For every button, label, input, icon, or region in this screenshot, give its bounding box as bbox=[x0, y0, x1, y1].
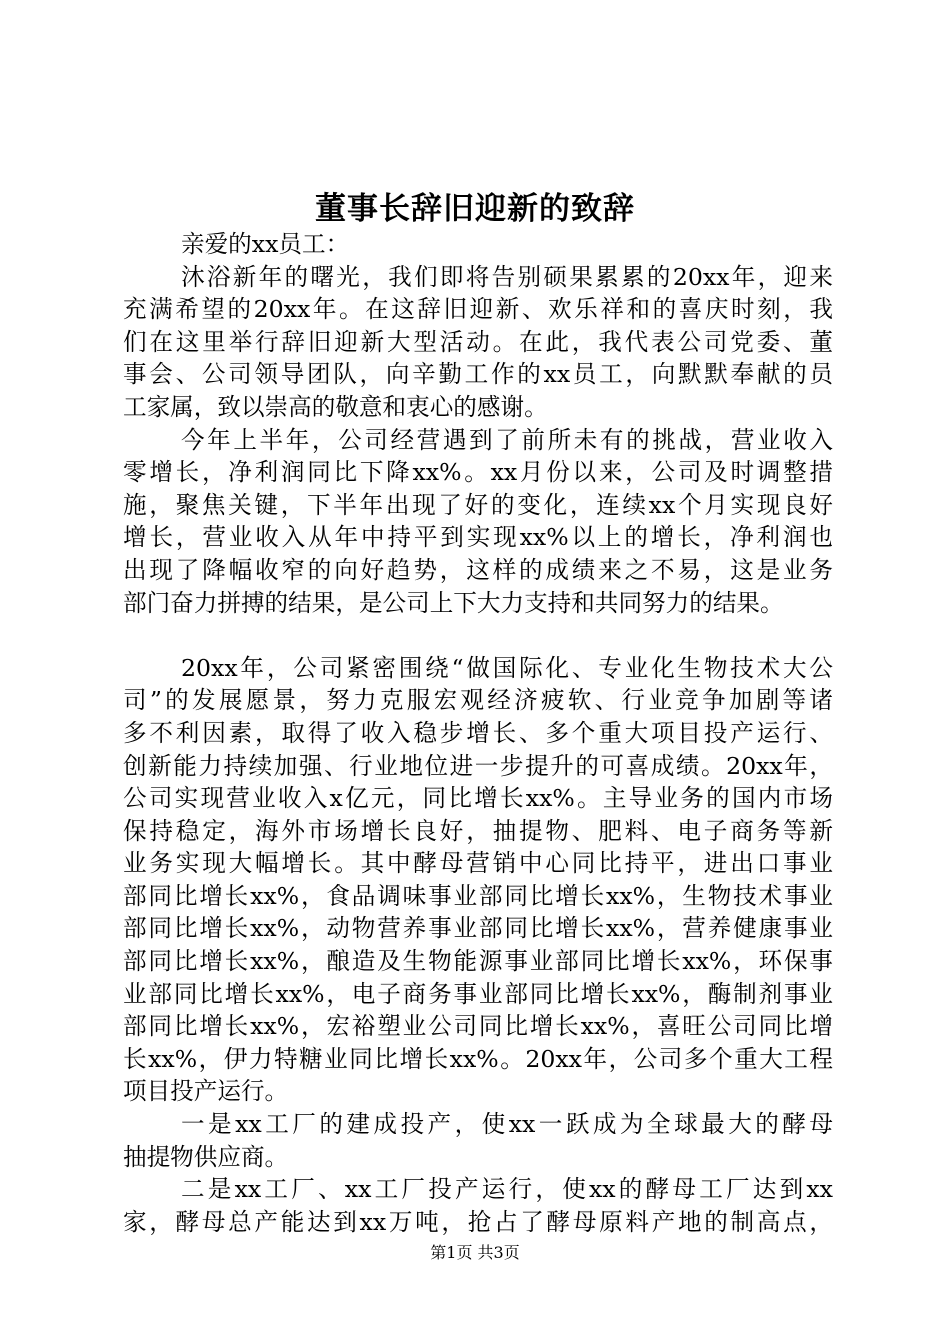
paragraph-line: 项目投产运行。 bbox=[123, 1077, 289, 1106]
paragraph-line: 家，酵母总产能达到xx万吨，抢占了酵母原料产地的制高点， bbox=[123, 1207, 833, 1236]
paragraph-line: 抽提物供应商。 bbox=[123, 1142, 289, 1171]
paragraph-line: 长xx%，伊力特糖业同比增长xx%。20xx年，公司多个重大工程 bbox=[123, 1044, 833, 1073]
paragraph-1 bbox=[123, 261, 833, 424]
page-number-footer: 第1页 共3页 bbox=[430, 1243, 520, 1262]
paragraph-line: 业部同比增长xx%，电子商务事业部同比增长xx%，酶制剂事业 bbox=[123, 979, 833, 1008]
paragraph-3 bbox=[123, 652, 833, 1108]
paragraph-4 bbox=[123, 1108, 833, 1173]
paragraph-line: 部同比增长xx%，酿造及生物能源事业部同比增长xx%，环保事 bbox=[123, 947, 833, 976]
paragraph-spacer bbox=[123, 619, 833, 652]
paragraph-2 bbox=[123, 424, 833, 620]
paragraph-line: 业务实现大幅增长。其中酵母营销中心同比持平，进出口事业 bbox=[123, 849, 833, 878]
paragraph-line: 工家属，致以崇高的敬意和衷心的感谢。 bbox=[123, 392, 548, 421]
paragraph-line: 公司实现营业收入x亿元，同比增长xx%。主导业务的国内市场 bbox=[123, 784, 833, 813]
paragraph-line: 部同比增长xx%，动物营养事业部同比增长xx%，营养健康事业 bbox=[123, 914, 833, 943]
paragraph-line: 一是xx工厂的建成投产，使xx一跃成为全球最大的酵母 bbox=[181, 1110, 833, 1139]
paragraph-line: 部门奋力拼搏的结果，是公司上下大力支持和共同努力的结果。 bbox=[123, 588, 784, 617]
paragraph-line: 出现了降幅收窄的向好趋势，这样的成绩来之不易，这是业务 bbox=[123, 555, 833, 584]
paragraph-line: 部同比增长xx%，食品调味事业部同比增长xx%，生物技术事业 bbox=[123, 881, 833, 910]
paragraph-line: 施，聚焦关键，下半年出现了好的变化，连续xx个月实现良好 bbox=[123, 490, 833, 519]
paragraph-5 bbox=[123, 1173, 833, 1238]
document-title: 董事长辞旧迎新的致辞 bbox=[315, 191, 635, 227]
paragraph-line: 司”的发展愿景，努力克服宏观经济疲软、行业竞争加剧等诸 bbox=[123, 686, 833, 715]
paragraph-line: 多不利因素，取得了收入稳步增长、多个重大项目投产运行、 bbox=[123, 718, 833, 747]
paragraph-line: 零增长，净利润同比下降xx%。xx月份以来，公司及时调整措 bbox=[123, 458, 833, 487]
paragraph-line: 事会、公司领导团队，向辛勤工作的xx员工，向默默奉献的员 bbox=[123, 360, 833, 389]
paragraph-line: 部同比增长xx%，宏裕塑业公司同比增长xx%，喜旺公司同比增 bbox=[123, 1012, 833, 1041]
document-body bbox=[123, 228, 833, 1238]
paragraph-line: 增长，营业收入从年中持平到实现xx%以上的增长，净利润也 bbox=[123, 523, 833, 552]
paragraph-line: 充满希望的20xx年。在这辞旧迎新、欢乐祥和的喜庆时刻，我 bbox=[123, 295, 833, 324]
paragraph-line: 今年上半年，公司经营遇到了前所未有的挑战，营业收入 bbox=[181, 425, 833, 454]
paragraph-line: 二是xx工厂、xx工厂投产运行，使xx的酵母工厂达到xx bbox=[181, 1175, 833, 1204]
paragraph-line: 们在这里举行辞旧迎新大型活动。在此，我代表公司党委、董 bbox=[123, 327, 833, 356]
paragraph-line: 20xx年，公司紧密围绕“做国际化、专业化生物技术大公 bbox=[181, 653, 833, 682]
paragraph-line: 创新能力持续加强、行业地位进一步提升的可喜成绩。20xx年， bbox=[123, 751, 833, 780]
salutation: 亲爱的xx员工： bbox=[181, 230, 350, 258]
paragraph-line: 沐浴新年的曙光，我们即将告别硕果累累的20xx年，迎来 bbox=[181, 262, 833, 291]
paragraph-line: 保持稳定，海外市场增长良好，抽提物、肥料、电子商务等新 bbox=[123, 816, 833, 845]
